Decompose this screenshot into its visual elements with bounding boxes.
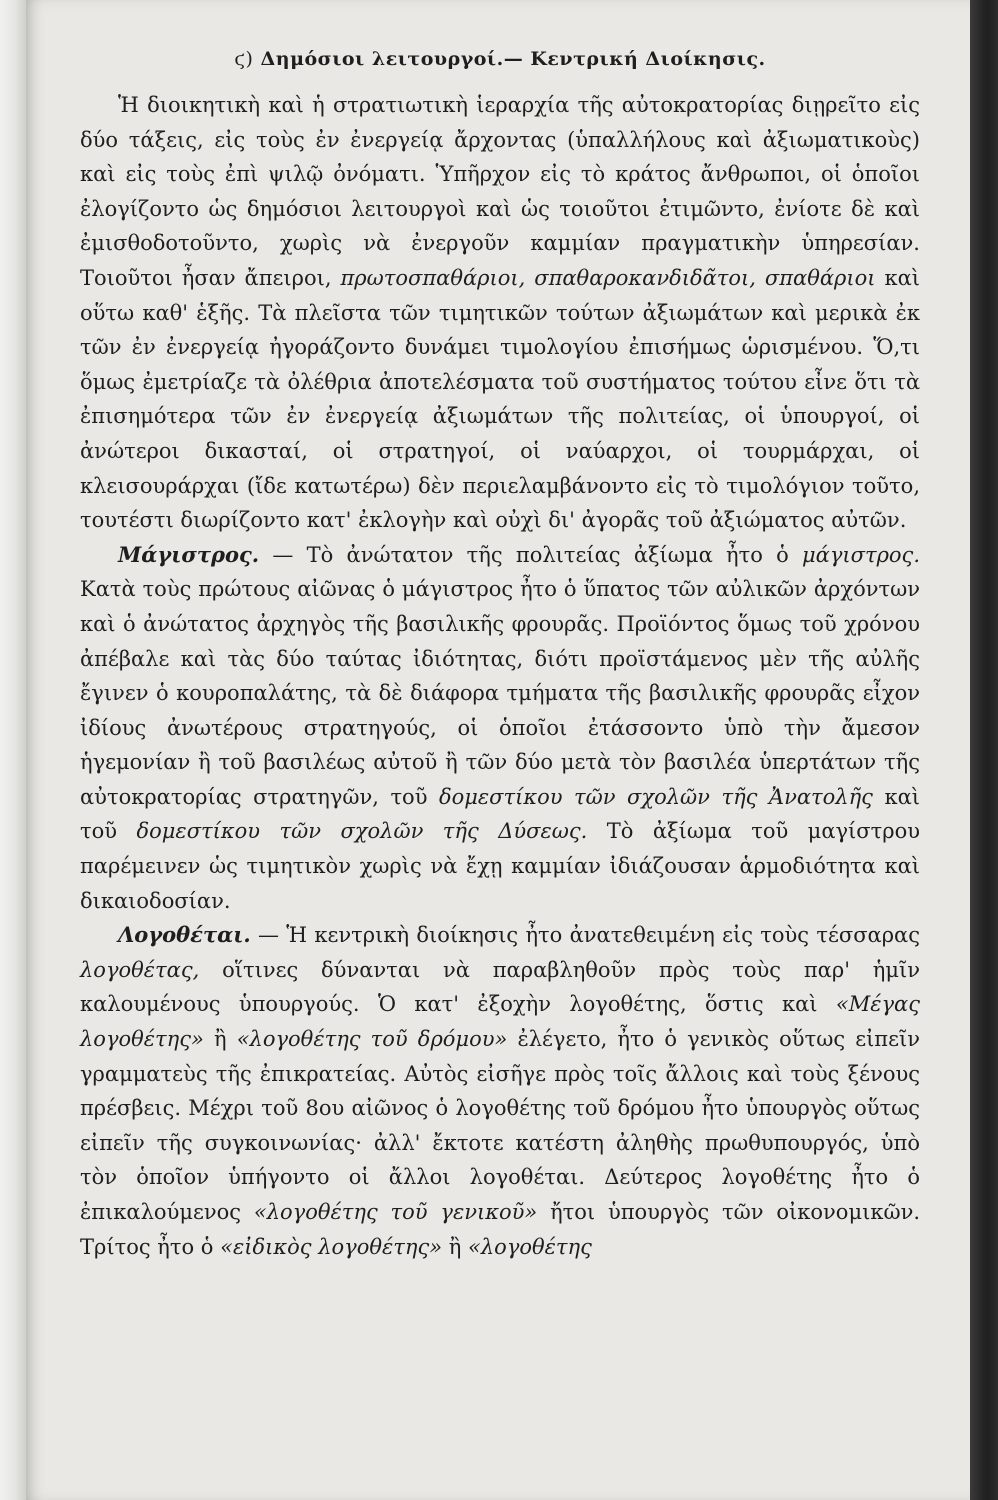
italic-run: «Μέγας λογοθέτης» <box>80 992 920 1052</box>
section-heading <box>80 44 920 74</box>
term-logothetai: Λογοθέται. <box>118 922 251 948</box>
text-run: Τὸ ἀξίωμα τοῦ μαγίστρου παρέμεινεν ὡς τιμητικὸν χωρὶς νὰ ἔχῃ καμμίαν ἰδιάζουσαν ἁρμοδιότητα καὶ δικαιοδοσίαν. <box>80 819 921 913</box>
section-number: ϛ) <box>234 48 254 70</box>
text-run: ἢ <box>442 1234 469 1259</box>
page-edge-shadow <box>970 0 998 1500</box>
italic-run: δομεστίκου τῶν σχολῶν τῆς Δύσεως. <box>136 819 588 844</box>
italic-run: δομεστίκου τῶν σχολῶν τῆς Ἀνατολῆς <box>438 784 873 809</box>
italic-run: λογοθέτας, <box>80 957 200 982</box>
text-run: ἤτοι ὑπουργὸς τῶν οἰκονομικῶν. Τρίτος ἦτο ὁ <box>80 1200 921 1259</box>
section-title: Δημόσιοι λειτουργοί.— Κεντρική Διοίκησις. <box>260 48 766 70</box>
text-run: Ἡ διοικητικὴ καὶ ἡ στρατιωτικὴ ἱεραρχία τῆς αὐτοκρατορίας διῃρεῖτο εἰς δύο τάξεις, εἰς τοὺς ἐν ἐνεργείᾳ ἄρχοντας (ὑπαλλήλους καὶ ἀξιωματικοὺς) καὶ εἰς τοὺς ἐπὶ ψιλῷ ὀνόματι. Ὑπῆρχον εἰς τὸ κράτος ἄνθρωποι, οἱ ὁποῖοι ἐλογίζοντο ὡς δημόσιοι λειτουργοὶ καὶ ὡς τοιοῦτοι ἐτιμῶντο, ἐνίοτε δὲ καὶ ἐμισθοδοτοῦντο, χωρὶς νὰ ἐνεργοῦν καμμίαν πραγματικὴν ὑπηρεσίαν. Τοιοῦτοι ἦσαν ἄπειροι, <box>80 93 920 290</box>
text-run: ἐλέγετο, ἦτο ὁ γενικὸς οὕτως εἰπεῖν γραμματεὺς τῆς ἐπικρατείας. Αὐτὸς εἰσῆγε πρὸς τοῖς ἄλλοις καὶ τοὺς ξένους πρέσβεις. Μέχρι τοῦ 8ου αἰῶνος ὁ λογοθέτης τοῦ δρόμου ἦτο ὑπουργὸς οὕτως εἰπεῖν τῆς συγκοινωνίας· ἀλλ' ἔκτοτε κατέστη ἀληθὴς πρωθυπουργός, ὑπὸ τὸν ὁποῖον ὑπήγοντο οἱ ἄλλοι λογοθέται. Δεύτερος λογοθέτης ἦτο ὁ ἐπικαλούμενος <box>80 1027 920 1224</box>
italic-run: «εἰδικὸς λογοθέτης» <box>220 1234 443 1259</box>
paragraph-magistros <box>80 538 920 919</box>
text-run: καὶ οὕτω καθ' ἑξῆς. Τὰ πλεῖστα τῶν τιμητικῶν τούτων ἀξιωμάτων καὶ μερικὰ ἐκ τῶν ἐν ἐνεργείᾳ ἠγοράζοντο δυνάμει τιμολογίου ἐπισήμως ὡρισμένου. Ὅ,τι ὅμως ἐμετρίαζε τὰ ὀλέθρια ἀποτελέσματα τοῦ συστήματος τούτου εἶνε ὅτι τὰ ἐπισημότερα τῶν ἐν ἐνεργείᾳ ἀξιωμάτων τῆς πολιτείας, οἱ ὑπουργοί, οἱ ἀνώτεροι δικασταί, οἱ στρατηγοί, οἱ ναύαρχοι, οἱ τουρμάρχαι, οἱ κλεισουράρχαι (ἴδε κατωτέρω) δὲν περιελαμβάνοντο εἰς τὸ τιμολόγιον τοῦτο, τουτέστι διωρίζοντο κατ' ἐκλογὴν καὶ οὐχὶ δι' ἀγορᾶς τοῦ ἀξιώματος αὐτῶν. <box>80 265 921 533</box>
text-run: — Ἡ κεντρικὴ διοίκησις ἦτο ἀνατεθειμένη εἰς τοὺς τέσσαρας <box>250 923 920 948</box>
italic-run: «λογοθέτης <box>468 1234 592 1259</box>
text-run: οἵτινες δύνανται νὰ παραβληθοῦν πρὸς τοὺς παρ' ἡμῖν καλουμένους ὑπουργούς. Ὁ κατ' ἐξοχὴν λογοθέτης, ὅστις καὶ <box>80 957 920 1017</box>
term-magistros: Μάγιστρος. <box>118 541 260 567</box>
text-run: — Τὸ ἀνώτατον τῆς πολιτείας ἀξίωμα ἦτο ὁ <box>259 542 802 567</box>
italic-run: πρωτοσπαθάριοι, σπαθαροκανδιδᾶτοι, σπαθάριοι <box>340 265 876 290</box>
text-run: Κατὰ τοὺς πρώτους αἰῶνας ὁ μάγιστρος ἦτο ὁ ὕπατος τῶν αὐλικῶν ἀρχόντων καὶ ὁ ἀνώτατος ἀρχηγὸς τῆς βασιλικῆς φρουρᾶς. Προϊόντος ὅμως τοῦ χρόνου ἀπέβαλε καὶ τὰς δύο ταύτας ἰδιότητας, διότι προϊστάμενος μὲν τῆς αὐλῆς ἔγινεν ὁ κουροπαλάτης, τὰ δὲ διάφορα τμήματα τῆς βασιλικῆς φρουρᾶς εἶχον ἰδίους ἀνωτέρους στρατηγούς, οἱ ὁποῖοι ἐτάσσοντο ὑπὸ τὴν ἄμεσον ἡγεμονίαν ἢ τοῦ βασιλέως αὐτοῦ ἢ τῶν δύο μετὰ τὸν βασιλέα ὑπερτάτων τῆς αὐτοκρατορίας στρατηγῶν, τοῦ <box>80 577 920 809</box>
book-binding <box>0 0 26 1500</box>
paragraph-officials <box>80 88 920 538</box>
page-text <box>80 44 920 1264</box>
italic-run: «λογοθέτης τοῦ γενικοῦ» <box>253 1200 538 1224</box>
italic-run: μάγιστρος. <box>802 542 920 567</box>
italic-run: «λογοθέτης τοῦ δρόμου» <box>236 1027 508 1052</box>
paragraph-logothetai <box>80 918 920 1264</box>
text-run: ἢ <box>203 1027 237 1052</box>
text-run: καὶ τοῦ <box>80 784 920 844</box>
